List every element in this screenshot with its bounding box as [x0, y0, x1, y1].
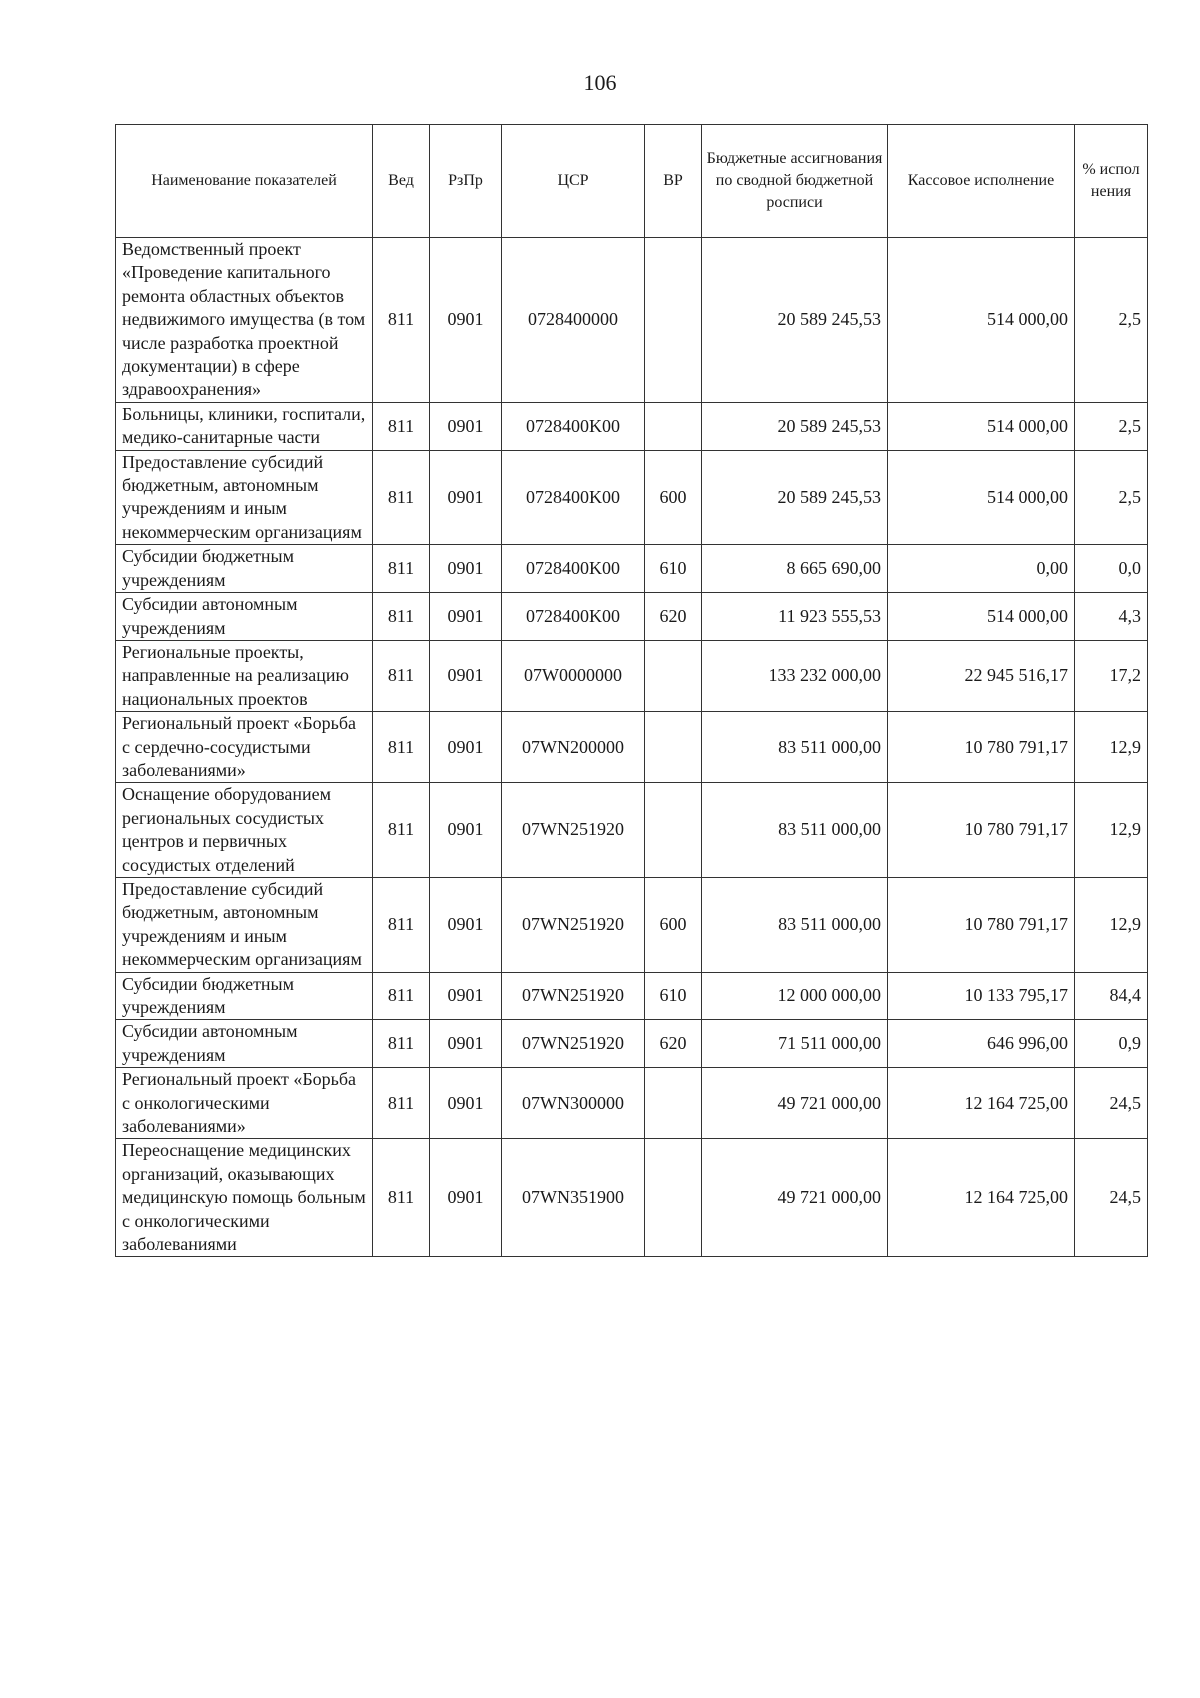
- cell-vr: 620: [645, 1020, 702, 1068]
- cell-rzpr: 0901: [430, 593, 502, 641]
- cell-rzpr: 0901: [430, 238, 502, 403]
- table-row: [116, 1139, 1148, 1257]
- cell-cash: 10 133 795,17: [888, 972, 1075, 1020]
- table-row: [116, 972, 1148, 1020]
- cell-vr: [645, 783, 702, 878]
- cell-name: Региональный проект «Борьба с онкологическими заболеваниями»: [116, 1068, 373, 1139]
- cell-csr: 07WN251920: [502, 1020, 645, 1068]
- cell-vr: [645, 402, 702, 450]
- cell-vr: [645, 712, 702, 783]
- cell-cash: 10 780 791,17: [888, 783, 1075, 878]
- header-rzpr: РзПр: [430, 125, 502, 238]
- cell-budget: 133 232 000,00: [702, 640, 888, 711]
- cell-vr: 610: [645, 972, 702, 1020]
- cell-name: Субсидии автономным учреждениям: [116, 1020, 373, 1068]
- budget-execution-table: [115, 124, 1148, 1257]
- cell-vr: [645, 640, 702, 711]
- cell-cash: 22 945 516,17: [888, 640, 1075, 711]
- cell-vr: 620: [645, 593, 702, 641]
- table-body: [116, 238, 1148, 1257]
- table-row: [116, 1020, 1148, 1068]
- cell-budget: 83 511 000,00: [702, 783, 888, 878]
- cell-ved: 811: [373, 1068, 430, 1139]
- cell-rzpr: 0901: [430, 1020, 502, 1068]
- header-csr: ЦСР: [502, 125, 645, 238]
- cell-vr: 600: [645, 450, 702, 545]
- cell-name: Предоставление субсидий бюджетным, автономным учреждениям и иным некоммерческим организациям: [116, 450, 373, 545]
- cell-ved: 811: [373, 972, 430, 1020]
- table-row: [116, 545, 1148, 593]
- header-cash: Кассовое исполнение: [888, 125, 1075, 238]
- table-row: [116, 238, 1148, 403]
- cell-cash: 12 164 725,00: [888, 1139, 1075, 1257]
- cell-pct: 12,9: [1075, 712, 1148, 783]
- cell-name: Предоставление субсидий бюджетным, автономным учреждениям и иным некоммерческим организациям: [116, 877, 373, 972]
- cell-rzpr: 0901: [430, 402, 502, 450]
- cell-ved: 811: [373, 640, 430, 711]
- table-row: [116, 783, 1148, 878]
- header-name: Наименование показателей: [116, 125, 373, 238]
- cell-csr: 0728400K00: [502, 402, 645, 450]
- cell-pct: 24,5: [1075, 1068, 1148, 1139]
- table-row: [116, 712, 1148, 783]
- cell-rzpr: 0901: [430, 877, 502, 972]
- cell-ved: 811: [373, 783, 430, 878]
- cell-ved: 811: [373, 877, 430, 972]
- cell-rzpr: 0901: [430, 1068, 502, 1139]
- cell-budget: 11 923 555,53: [702, 593, 888, 641]
- cell-budget: 20 589 245,53: [702, 238, 888, 403]
- cell-pct: 2,5: [1075, 450, 1148, 545]
- cell-pct: 84,4: [1075, 972, 1148, 1020]
- cell-budget: 8 665 690,00: [702, 545, 888, 593]
- cell-pct: 12,9: [1075, 877, 1148, 972]
- cell-budget: 49 721 000,00: [702, 1068, 888, 1139]
- cell-vr: [645, 238, 702, 403]
- cell-csr: 07WN251920: [502, 877, 645, 972]
- cell-name: Больницы, клиники, госпитали, медико-санитарные части: [116, 402, 373, 450]
- cell-budget: 49 721 000,00: [702, 1139, 888, 1257]
- cell-csr: 07WN200000: [502, 712, 645, 783]
- cell-vr: 600: [645, 877, 702, 972]
- cell-ved: 811: [373, 593, 430, 641]
- cell-csr: 07WN351900: [502, 1139, 645, 1257]
- header-vr: ВР: [645, 125, 702, 238]
- cell-pct: 0,0: [1075, 545, 1148, 593]
- table-row: [116, 593, 1148, 641]
- cell-cash: 10 780 791,17: [888, 712, 1075, 783]
- cell-csr: 0728400K00: [502, 450, 645, 545]
- cell-name: Субсидии автономным учреждениям: [116, 593, 373, 641]
- cell-rzpr: 0901: [430, 450, 502, 545]
- cell-ved: 811: [373, 1139, 430, 1257]
- cell-name: Переоснащение медицинских организаций, оказывающих медицинскую помощь больным с онкологическими заболеваниями: [116, 1139, 373, 1257]
- cell-csr: 07WN251920: [502, 972, 645, 1020]
- cell-cash: 514 000,00: [888, 593, 1075, 641]
- cell-name: Оснащение оборудованием региональных сосудистых центров и первичных сосудистых отделений: [116, 783, 373, 878]
- cell-vr: 610: [645, 545, 702, 593]
- header-pct: % испол нения: [1075, 125, 1148, 238]
- table-row: [116, 402, 1148, 450]
- cell-cash: 514 000,00: [888, 402, 1075, 450]
- cell-csr: 0728400K00: [502, 545, 645, 593]
- cell-cash: 514 000,00: [888, 450, 1075, 545]
- cell-pct: 24,5: [1075, 1139, 1148, 1257]
- table-row: [116, 640, 1148, 711]
- cell-rzpr: 0901: [430, 545, 502, 593]
- cell-ved: 811: [373, 450, 430, 545]
- cell-pct: 17,2: [1075, 640, 1148, 711]
- cell-budget: 20 589 245,53: [702, 402, 888, 450]
- cell-pct: 2,5: [1075, 238, 1148, 403]
- cell-ved: 811: [373, 238, 430, 403]
- cell-cash: 646 996,00: [888, 1020, 1075, 1068]
- cell-cash: 0,00: [888, 545, 1075, 593]
- table-row: [116, 877, 1148, 972]
- header-budget: Бюджетные ассигнования по сводной бюджетной росписи: [702, 125, 888, 238]
- cell-rzpr: 0901: [430, 640, 502, 711]
- cell-name: Ведомственный проект «Проведение капитального ремонта областных объектов недвижимого имущества (в том числе разработка проектной документации) в сфере здравоохранения»: [116, 238, 373, 403]
- cell-rzpr: 0901: [430, 712, 502, 783]
- cell-rzpr: 0901: [430, 783, 502, 878]
- cell-ved: 811: [373, 1020, 430, 1068]
- cell-name: Субсидии бюджетным учреждениям: [116, 972, 373, 1020]
- table-header-row: [116, 125, 1148, 238]
- cell-ved: 811: [373, 545, 430, 593]
- cell-vr: [645, 1068, 702, 1139]
- cell-budget: 20 589 245,53: [702, 450, 888, 545]
- cell-csr: 0728400000: [502, 238, 645, 403]
- cell-name: Региональные проекты, направленные на реализацию национальных проектов: [116, 640, 373, 711]
- cell-name: Субсидии бюджетным учреждениям: [116, 545, 373, 593]
- cell-budget: 83 511 000,00: [702, 877, 888, 972]
- cell-pct: 12,9: [1075, 783, 1148, 878]
- cell-budget: 83 511 000,00: [702, 712, 888, 783]
- cell-cash: 12 164 725,00: [888, 1068, 1075, 1139]
- cell-csr: 07W0000000: [502, 640, 645, 711]
- cell-pct: 2,5: [1075, 402, 1148, 450]
- header-ved: Вед: [373, 125, 430, 238]
- cell-pct: 0,9: [1075, 1020, 1148, 1068]
- cell-budget: 71 511 000,00: [702, 1020, 888, 1068]
- cell-csr: 0728400K00: [502, 593, 645, 641]
- cell-pct: 4,3: [1075, 593, 1148, 641]
- cell-name: Региональный проект «Борьба с сердечно-сосудистыми заболеваниями»: [116, 712, 373, 783]
- table-row: [116, 450, 1148, 545]
- page-number: 106: [583, 70, 617, 95]
- cell-cash: 10 780 791,17: [888, 877, 1075, 972]
- cell-rzpr: 0901: [430, 972, 502, 1020]
- cell-ved: 811: [373, 402, 430, 450]
- table-row: [116, 1068, 1148, 1139]
- cell-rzpr: 0901: [430, 1139, 502, 1257]
- cell-cash: 514 000,00: [888, 238, 1075, 403]
- cell-vr: [645, 1139, 702, 1257]
- cell-ved: 811: [373, 712, 430, 783]
- cell-budget: 12 000 000,00: [702, 972, 888, 1020]
- cell-csr: 07WN251920: [502, 783, 645, 878]
- cell-csr: 07WN300000: [502, 1068, 645, 1139]
